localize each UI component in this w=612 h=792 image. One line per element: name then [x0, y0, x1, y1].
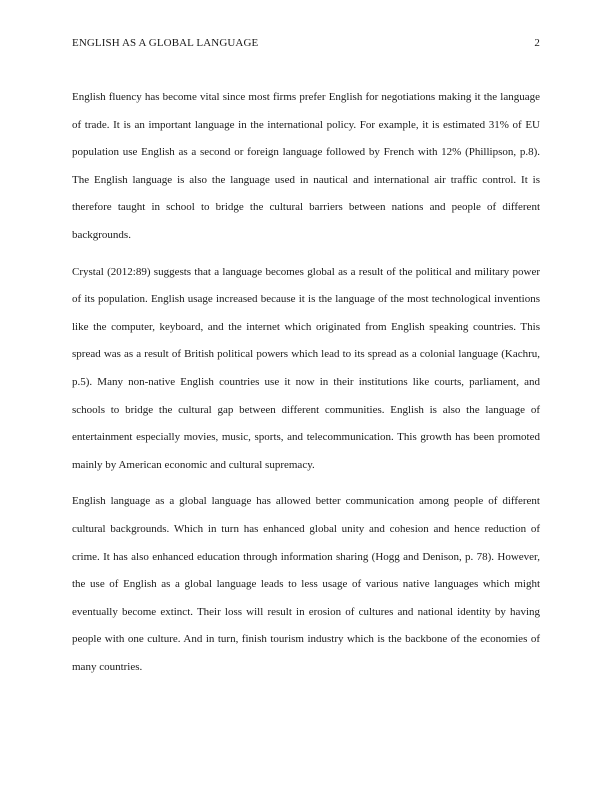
paragraph-2: Crystal (2012:89) suggests that a language becomes global as a result of the political and military power of its population. English usage increased because it is the language of the most technological inventions like the computer, keyboard, and the internet which originated from English speaking countries. This spread was as a result of British political powers which lead to its spread as a colonial language (Kachru, p.5). Many non-native English countries use it now in their institutions like courts, parliament, and schools to bridge the cultural gap between different communities. English is also the language of entertainment especially movies, music, sports, and telecommunication. This growth has been promoted mainly by American economic and cultural supremacy. [72, 265, 540, 471]
body-text [72, 84, 540, 690]
paragraph-3: English language as a global language has allowed better communication among people of different cultural backgrounds. Which in turn has enhanced global unity and cohesion and hence reduction of crime. It has also enhanced education through information sharing (Hogg and Denison, p. 78). However, the use of English as a global language leads to less usage of various native languages which might eventually become extinct. Their loss will result in erosion of cultures and national identity by having people with one culture. And in turn, finish tourism industry which is the backbone of the economies of many countries. [72, 495, 540, 673]
running-title: ENGLISH AS A GLOBAL LANGUAGE [72, 37, 259, 49]
running-header [72, 37, 540, 49]
page-number: 2 [534, 37, 540, 49]
paragraph-1: English fluency has become vital since most firms prefer English for negotiations making it the language of trade. It is an important language in the international policy. For example, it is estimated 31% of EU population use English as a second or foreign language followed by French with 12% (Phillipson, p.8). The English language is also the language used in nautical and international air traffic control. It is therefore taught in school to bridge the cultural barriers between nations and people of different backgrounds. [72, 91, 540, 241]
